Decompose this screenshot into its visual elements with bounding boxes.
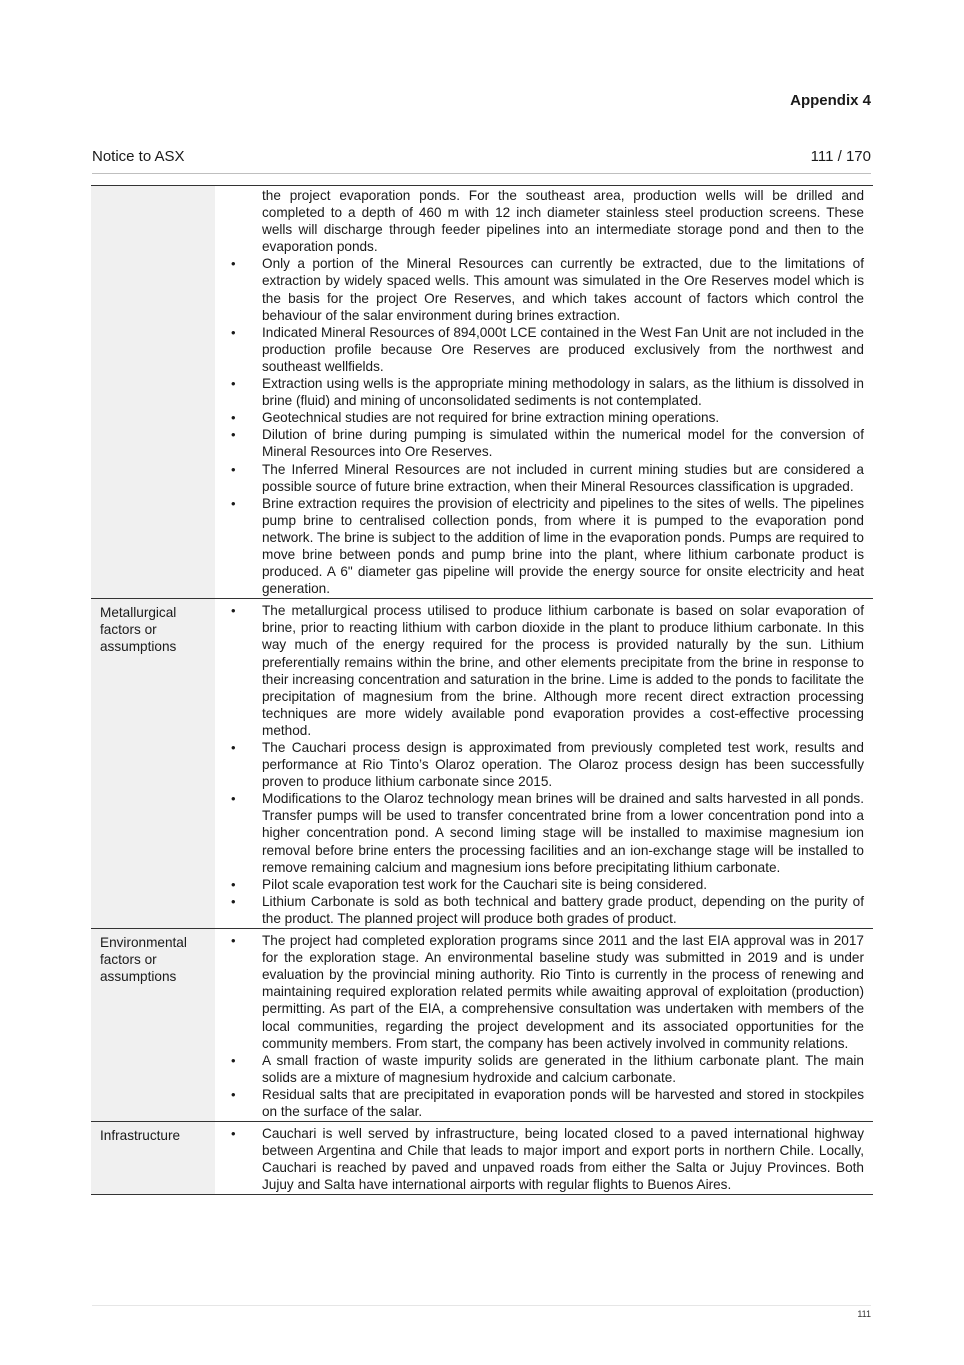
list-item-text: Lithium Carbonate is sold as both technical and battery grade product, depending on the purity of the product. The planned project will produce both grades of product. (262, 893, 864, 926)
list-item (215, 1125, 864, 1193)
bullet-icon: • (231, 1086, 236, 1102)
list-item (215, 409, 864, 426)
bullet-icon: • (231, 256, 236, 272)
row-label: Metallurgical factors or assumptions (100, 605, 177, 655)
header-rule (92, 173, 871, 174)
list-item-text: Indicated Mineral Resources of 894,000t LCE contained in the West Fan Unit are not included in the production profile because Ore Reserves are produced exclusively from the northwest and southeast wellfields. (262, 324, 864, 374)
list-item (215, 739, 864, 790)
list-item (215, 790, 864, 875)
notice-title: Notice to ASX (92, 148, 185, 165)
list-item-text: Extraction using wells is the appropriate mining methodology in salars, as the lithium is dissolved in brine (fluid) and mining of unconsolidated sediments is not contemplated. (262, 376, 864, 409)
list-item-text: Residual salts that are precipitated in evaporation ponds will be harvested and stored in stockpiles on the surface of the salar. (262, 1086, 864, 1119)
list-item-text: Modifications to the Olaroz technology mean brines will be drained and salts harvested in all ponds. Transfer pumps will be used to transfer concentrated brine from a lower concentration pond into a higher concentration pond. A second liming stage will be installed to maximise magnesium ion removal before brine enters the processing facilities and an ion-exchange stage will be installed to remove remaining calcium and magnesium ions before precipitating lithium carbonate. (262, 791, 864, 875)
bullet-icon: • (231, 1052, 236, 1068)
list-item (215, 602, 864, 739)
table-row (91, 186, 873, 599)
bullet-icon: • (231, 410, 236, 426)
bullet-icon: • (231, 740, 236, 755)
list-item (215, 1052, 864, 1086)
bullet-icon: • (231, 1126, 236, 1142)
list-item (215, 255, 864, 323)
row-label-cell (91, 929, 215, 1121)
list-item-text: Pilot scale evaporation test work for the Cauchari site is being considered. (262, 876, 708, 892)
list-item-text: Cauchari is well served by infrastructure, being located closed to a paved international highway between Argentina and Chile that leads to major import and export ports in northern Chile. Locally, Cauchari is reached by paved and unpaved roads from either the Salta or Jujuy Provinces. Both Jujuy and Salta have international airports with regular flights to Buenos Aires. (262, 1126, 864, 1193)
page-count: 111 / 170 (810, 148, 871, 165)
list-item-text: Geotechnical studies are not required for brine extraction mining operations. (262, 410, 720, 426)
row-label: Environmental factors or assumptions (100, 935, 187, 985)
list-item (215, 375, 864, 409)
bullet-icon: • (231, 376, 236, 392)
list-item (215, 876, 864, 893)
list-item-text: Only a portion of the Mineral Resources can currently be extracted, due to the limitations of extraction by widely spaced wells. This amount was simulated in the Ore Reserves model which is the basis for the project Ore Reserves, and which takes account of factors which control the behaviour of the salar environment during brines extraction. (262, 256, 864, 323)
list-item-text: The Inferred Mineral Resources are not included in current mining studies but are considered a possible source of future brine extraction, when their Mineral Resources classification is upgraded. (262, 461, 864, 494)
row-content-cell (215, 929, 873, 1121)
list-item-text: Brine extraction requires the provision of electricity and pipelines to the sites of wells. The pipelines pump brine to centralised collection ponds, from where it is pumped to the evaporation pond network. The brine is subject to the addition of lime in the evaporation ponds. Pumps are required to move brine between ponds and pump brine into the plant, where lithium carbonate product is produced. A 6" diameter gas pipeline will provide the energy source for onsite electricity and heat generation. (262, 495, 864, 597)
table-row (91, 1122, 873, 1195)
bullet-icon: • (231, 603, 236, 619)
bullet-icon: • (231, 324, 236, 340)
bullet-icon: • (231, 461, 236, 477)
list-item (215, 1086, 864, 1120)
list-item (215, 426, 864, 460)
row-content-cell (215, 186, 873, 598)
list-item-text: The metallurgical process utilised to produce lithium carbonate is based on solar evaporation of brine, prior to reacting lithium with carbon dioxide in the plant to produce lithium carbonate. In this way much of the energy required for the process is provided naturally by the sun. Lithium preferentially remains within the brine, and other elements precipitate from the brine in response to their increasing concentration and saturation in the brine. Lime is added to the ponds to facilitate the precipitation of magnesium from the brine. Although more recent direct extraction processing techniques are more widely available pond evaporation provides a cost-effective processing method. (262, 603, 864, 738)
footer-rule (92, 1305, 871, 1306)
list-item (215, 324, 864, 375)
continued-paragraph: the project evaporation ponds. For the southeast area, production wells will be drilled and completed to a depth of 460 m with 12 inch diameter stainless steel production screens. These wells will discharge through feeder pipelines into an intermediate storage pond and then to the evaporation ponds. (262, 188, 864, 255)
appendix-title: Appendix 4 (790, 92, 871, 109)
table-row (91, 929, 873, 1122)
criteria-table (91, 185, 873, 1195)
table-row (91, 599, 873, 929)
list-item (215, 932, 864, 1052)
row-label-cell (91, 1122, 215, 1194)
list-item (215, 495, 864, 598)
row-label-cell (91, 186, 215, 598)
row-content-cell (215, 599, 873, 928)
row-label-cell (91, 599, 215, 928)
bullet-icon: • (231, 791, 236, 807)
footer-page-number: 111 (857, 1309, 871, 1319)
list-item (215, 461, 864, 495)
list-item-text: Dilution of brine during pumping is simulated within the numerical model for the conversion of Mineral Resources into Ore Reserves. (262, 427, 864, 460)
list-item (215, 893, 864, 927)
row-content-cell (215, 1122, 873, 1194)
bullet-icon: • (231, 427, 236, 443)
row-label: Infrastructure (100, 1128, 181, 1144)
bullet-icon: • (231, 876, 236, 892)
list-item-text: The Cauchari process design is approximated from previously completed test work, results and performance at Rio Tinto’s Olaroz operation. The Olaroz process design has been successfully proven to produce lithium carbonate since 2015. (262, 740, 864, 790)
bullet-icon: • (231, 893, 236, 909)
bullet-icon: • (231, 495, 236, 511)
list-item-text: The project had completed exploration programs since 2011 and the last EIA approval was in 2017 for the exploration stage. An environmental baseline study was submitted in 2019 and is under evaluation by the provincial mining authority. Rio Tinto is currently in the process of renewing and maintaining required exploration related permits while awaiting approval of exploitation (production) permitting. As part of the EIA, a comprehensive consultation was undertaken with members of the local communities, regarding the project development and its associated opportunities for the community members. From start, the company has been actively involved in community relations. (262, 933, 864, 1051)
bullet-icon: • (231, 933, 236, 949)
list-item-text: A small fraction of waste impurity solids are generated in the lithium carbonate plant. The main solids are a mixture of magnesium hydroxide and calcium carbonate. (262, 1052, 864, 1085)
